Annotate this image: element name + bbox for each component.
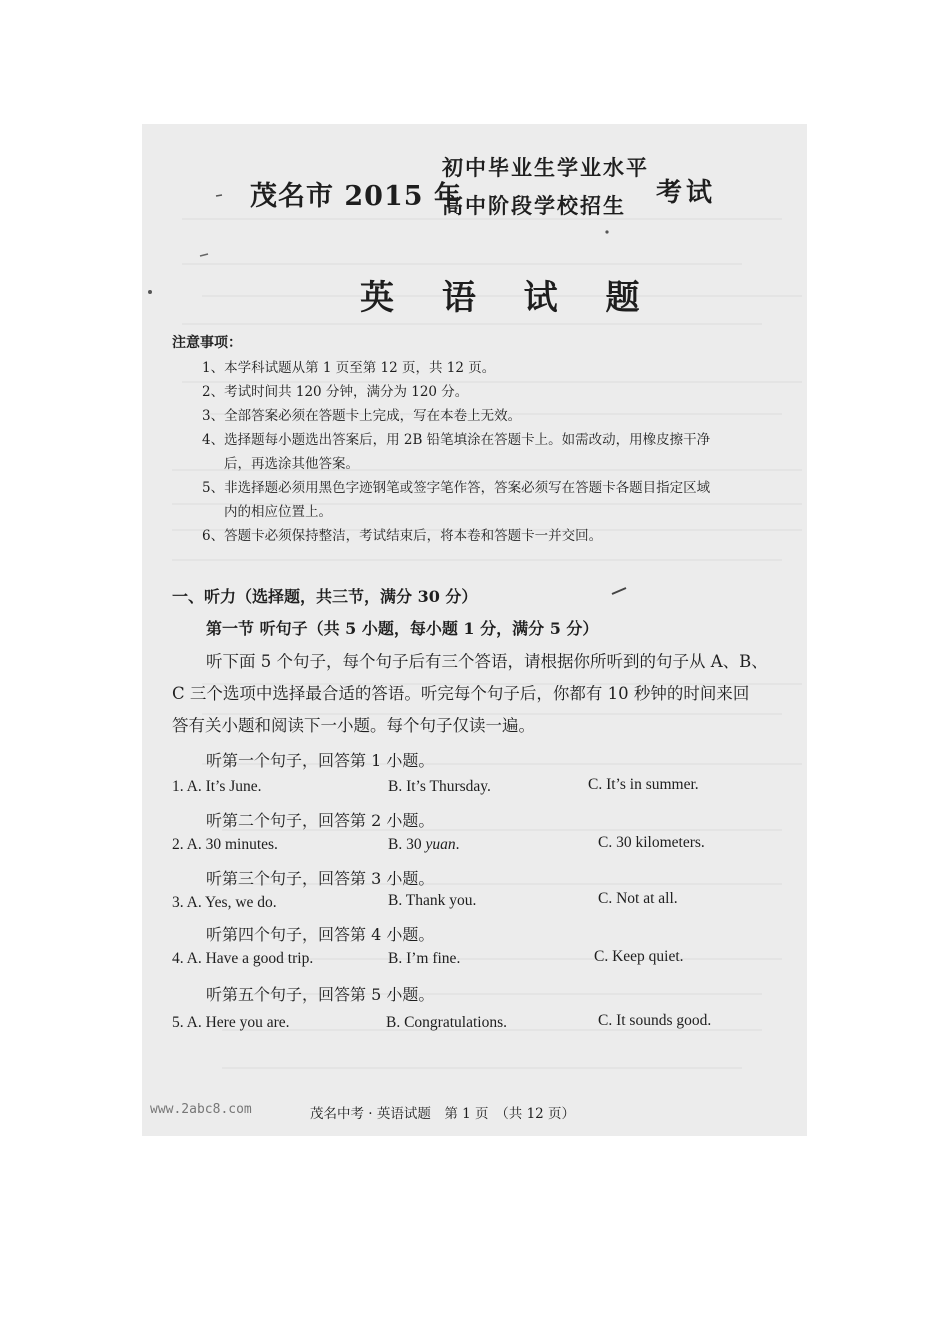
- question-prompt: 听第一个句子，回答第 1 小题。: [206, 751, 435, 770]
- option-c: C. Keep quiet.: [594, 948, 684, 965]
- option-b: B. 30 yuan.: [388, 836, 460, 853]
- note-item-continued: 内的相应位置上。: [224, 504, 332, 520]
- exam-word: 考试: [656, 178, 717, 208]
- question-prompt: 听第四个句子，回答第 4 小题。: [206, 925, 435, 944]
- note-item: 2、考试时间共 120 分钟，满分为 120 分。: [202, 384, 469, 400]
- note-item: 5、非选择题必须用黑色字迹钢笔或签字笔作答，答案必须写在答题卡各题目指定区域: [202, 480, 711, 496]
- exam-page-scan: [142, 124, 807, 1136]
- option-a: 1. A. It’s June.: [172, 778, 262, 795]
- option-a: 3. A. Yes, we do.: [172, 894, 277, 911]
- note-item: 3、全部答案必须在答题卡上完成，写在本卷上无效。: [202, 408, 522, 424]
- question-prompt: 听第二个句子，回答第 2 小题。: [206, 811, 435, 830]
- exam-type-line-1: 初中毕业生学业水平: [442, 155, 649, 180]
- section-title: 一、听力（选择题，共三节，满分 30 分）: [172, 587, 478, 606]
- subject-title: 英 语 试 题: [360, 278, 658, 318]
- option-a: 5. A. Here you are.: [172, 1014, 290, 1031]
- option-a: 4. A. Have a good trip.: [172, 950, 314, 967]
- notes-title: 注意事项：: [172, 335, 242, 351]
- option-c: C. It’s in summer.: [588, 776, 699, 793]
- option-b: B. I’m fine.: [388, 950, 461, 967]
- option-a: 2. A. 30 minutes.: [172, 836, 278, 853]
- instructions-line: 听下面 5 个句子，每个句子后有三个答语，请根据你所听到的句子从 A、B、: [206, 652, 768, 671]
- exam-type-line-2: 高中阶段学校招生: [442, 193, 626, 218]
- note-item: 1、本学科试题从第 1 页至第 12 页，共 12 页。: [202, 360, 496, 376]
- exam-city-year: 茂名市 2015 年: [250, 181, 462, 212]
- subsection-title: 第一节 听句子（共 5 小题，每小题 1 分，满分 5 分）: [206, 619, 599, 638]
- option-c: C. Not at all.: [598, 890, 678, 907]
- note-item-continued: 后，再选涂其他答案。: [224, 456, 359, 472]
- note-item: 4、选择题每小题选出答案后，用 2B 铅笔填涂在答题卡上。如需改动，用橡皮擦干净: [202, 432, 711, 448]
- option-b: B. Congratulations.: [386, 1014, 507, 1031]
- option-c: C. It sounds good.: [598, 1012, 712, 1029]
- option-b: B. Thank you.: [388, 892, 477, 909]
- instructions-line: 答有关小题和阅读下一小题。每个句子仅读一遍。: [172, 716, 535, 735]
- question-prompt: 听第三个句子，回答第 3 小题。: [206, 869, 435, 888]
- website-watermark: www.2abc8.com: [150, 1102, 252, 1117]
- question-prompt: 听第五个句子，回答第 5 小题。: [206, 985, 435, 1004]
- page-footer: 茂名中考 · 英语试题 第 1 页 （共 12 页）: [310, 1106, 576, 1122]
- option-c: C. 30 kilometers.: [598, 834, 705, 851]
- option-b: B. It’s Thursday.: [388, 778, 491, 795]
- instructions-line: C 三个选项中选择最合适的答语。听完每个句子后，你都有 10 秒钟的时间来回: [172, 684, 750, 703]
- note-item: 6、答题卡必须保持整洁，考试结束后，将本卷和答题卡一并交回。: [202, 528, 603, 544]
